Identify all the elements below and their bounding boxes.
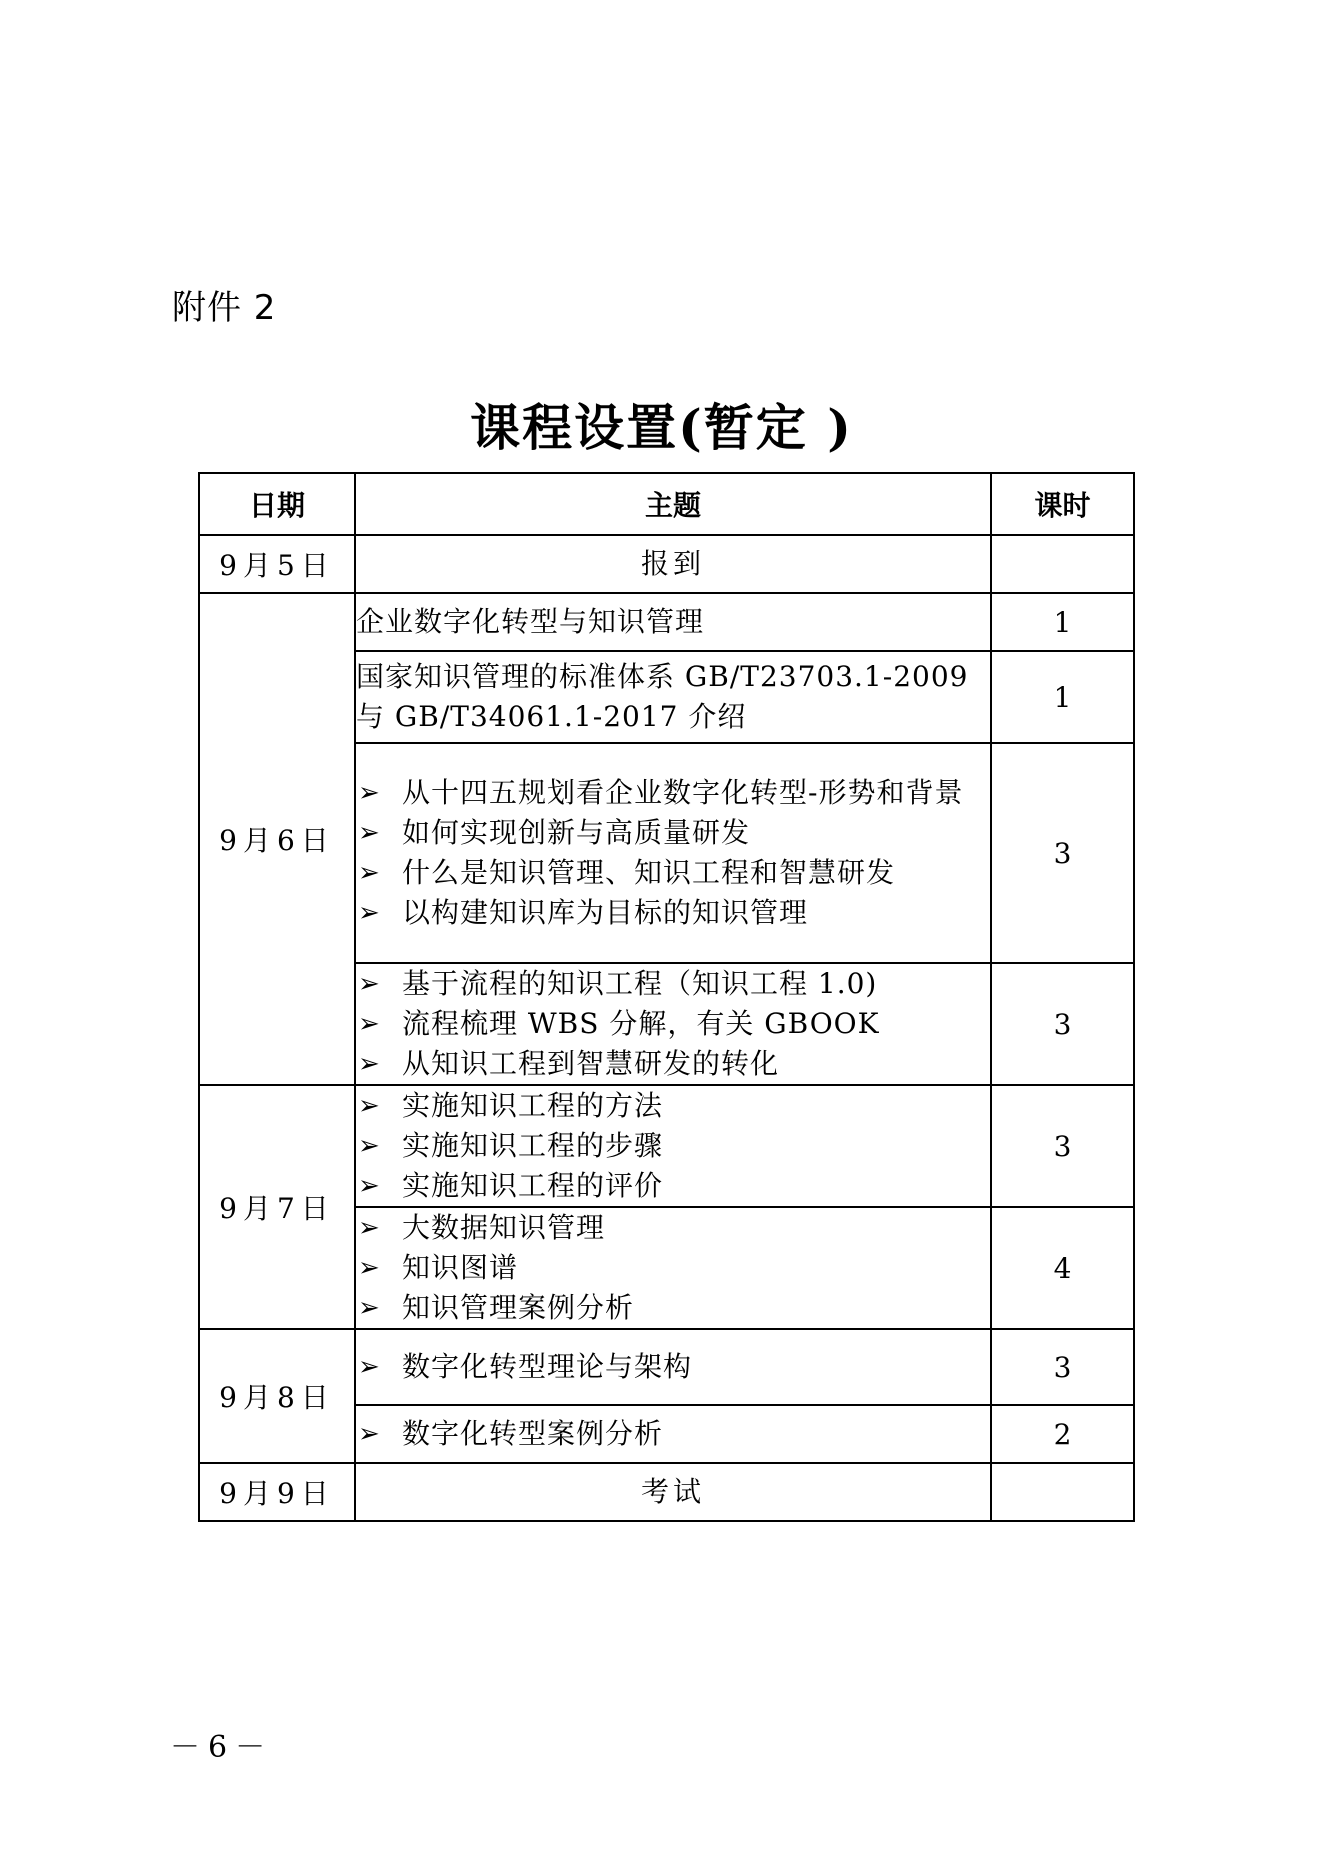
list-item xyxy=(356,1004,990,1044)
topic-cell xyxy=(355,963,991,1085)
hours-cell: 1 xyxy=(991,651,1134,743)
header-date: 日期 xyxy=(199,473,355,535)
hours-cell: 3 xyxy=(991,1085,1134,1207)
list-item-text: 实施知识工程的评价 xyxy=(402,1169,664,1202)
bullet-list xyxy=(356,1347,990,1387)
date-cell: 9月9日 xyxy=(199,1463,355,1521)
date-cell: 9月8日 xyxy=(199,1329,355,1463)
arrow-bullet-icon: ➢ xyxy=(358,898,381,928)
topic-cell xyxy=(355,651,991,743)
hours-cell: 2 xyxy=(991,1405,1134,1463)
topic-cell xyxy=(355,1085,991,1207)
topic-cell xyxy=(355,743,991,963)
hours-cell xyxy=(991,1463,1134,1521)
arrow-bullet-icon: ➢ xyxy=(358,1419,381,1449)
topic-cell: 考试 xyxy=(355,1463,991,1521)
list-item xyxy=(356,1166,990,1206)
hours-cell: 4 xyxy=(991,1207,1134,1329)
table-header-row xyxy=(199,473,1134,535)
page-title: 课程设置(暂定 ) xyxy=(470,398,853,457)
list-item-text: 实施知识工程的方法 xyxy=(402,1089,664,1122)
list-item-text: 如何实现创新与高质量研发 xyxy=(402,816,751,849)
table-row xyxy=(199,1085,1134,1207)
hours-cell xyxy=(991,535,1134,593)
list-item-text: 实施知识工程的步骤 xyxy=(402,1129,664,1162)
list-item-text: 数字化转型理论与架构 xyxy=(402,1350,693,1383)
list-item xyxy=(356,1248,990,1288)
date-cell: 9月7日 xyxy=(199,1085,355,1329)
list-item-text: 基于流程的知识工程（知识工程 1.0) xyxy=(402,967,878,1000)
arrow-bullet-icon: ➢ xyxy=(358,1131,381,1161)
page-number: －6－ xyxy=(170,1730,274,1765)
topic-cell xyxy=(355,1207,991,1329)
arrow-bullet-icon: ➢ xyxy=(358,778,381,808)
list-item-text: 大数据知识管理 xyxy=(402,1211,606,1244)
header-topic: 主题 xyxy=(355,473,991,535)
topic-text: 国家知识管理的标准体系 GB/T23703.1-2009 与 GB/T34061.1-2017 介绍 xyxy=(356,660,969,733)
bullet-list xyxy=(356,773,990,933)
arrow-bullet-icon: ➢ xyxy=(358,1091,381,1121)
bullet-list xyxy=(356,1208,990,1328)
arrow-bullet-icon: ➢ xyxy=(358,1213,381,1243)
list-item xyxy=(356,773,990,813)
list-item-text: 流程梳理 WBS 分解，有关 GBOOK xyxy=(402,1007,880,1040)
hours-cell: 3 xyxy=(991,963,1134,1085)
list-item xyxy=(356,1347,990,1387)
arrow-bullet-icon: ➢ xyxy=(358,1253,381,1283)
list-item xyxy=(356,813,990,853)
hours-cell: 3 xyxy=(991,743,1134,963)
list-item xyxy=(356,1086,990,1126)
arrow-bullet-icon: ➢ xyxy=(358,858,381,888)
date-cell: 9月5日 xyxy=(199,535,355,593)
topic-cell xyxy=(355,1329,991,1405)
list-item xyxy=(356,1414,990,1454)
hours-cell: 1 xyxy=(991,593,1134,651)
arrow-bullet-icon: ➢ xyxy=(358,1171,381,1201)
bullet-list xyxy=(356,1086,990,1206)
arrow-bullet-icon: ➢ xyxy=(358,818,381,848)
list-item xyxy=(356,853,990,893)
arrow-bullet-icon: ➢ xyxy=(358,1293,381,1323)
list-item-text: 数字化转型案例分析 xyxy=(402,1417,664,1450)
topic-cell xyxy=(355,593,991,651)
date-cell: 9月6日 xyxy=(199,593,355,1085)
list-item-text: 知识图谱 xyxy=(402,1251,519,1284)
arrow-bullet-icon: ➢ xyxy=(358,1049,381,1079)
list-item xyxy=(356,964,990,1004)
hours-cell: 3 xyxy=(991,1329,1134,1405)
list-item-text: 以构建知识库为目标的知识管理 xyxy=(402,896,809,929)
bullet-list xyxy=(356,1414,990,1454)
list-item xyxy=(356,1288,990,1328)
arrow-bullet-icon: ➢ xyxy=(358,1009,381,1039)
list-item xyxy=(356,1208,990,1248)
list-item xyxy=(356,893,990,933)
list-item xyxy=(356,1126,990,1166)
course-schedule-table xyxy=(198,472,1135,1522)
table-row xyxy=(199,535,1134,593)
topic-text: 企业数字化转型与知识管理 xyxy=(356,605,705,638)
header-hours: 课时 xyxy=(991,473,1134,535)
list-item-text: 从十四五规划看企业数字化转型-形势和背景 xyxy=(402,776,964,809)
topic-cell: 报到 xyxy=(355,535,991,593)
arrow-bullet-icon: ➢ xyxy=(358,1352,381,1382)
table-row xyxy=(199,1329,1134,1405)
bullet-list xyxy=(356,964,990,1084)
list-item-text: 知识管理案例分析 xyxy=(402,1291,635,1324)
topic-cell xyxy=(355,1405,991,1463)
attachment-label: 附件 2 xyxy=(172,288,277,328)
table-row xyxy=(199,593,1134,651)
list-item-text: 从知识工程到智慧研发的转化 xyxy=(402,1047,780,1080)
list-item-text: 什么是知识管理、知识工程和智慧研发 xyxy=(402,856,896,889)
table-row xyxy=(199,1463,1134,1521)
list-item xyxy=(356,1044,990,1084)
arrow-bullet-icon: ➢ xyxy=(358,969,381,999)
